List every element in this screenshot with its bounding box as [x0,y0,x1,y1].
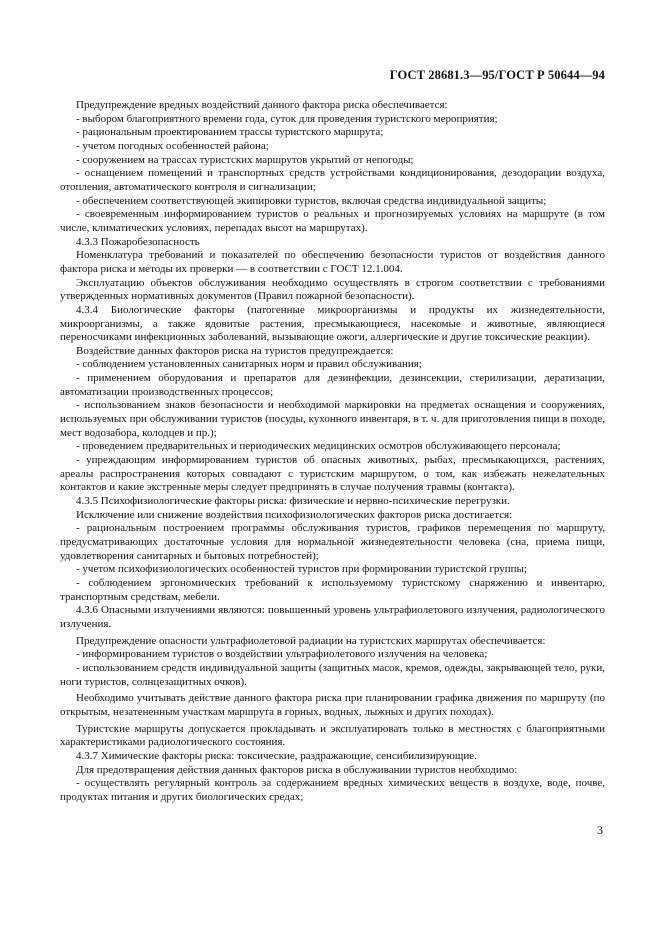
section-heading: 4.3.7 Химические факторы риска: токсические, раздражающие, сенсибилизирующие. [76,749,477,762]
list-item: - осуществлять регулярный контроль за содержанием вредных химических веществ в воздухе, воде, почве, продуктах питания и других биологических средах; [60,777,605,803]
document-header: ГОСТ 28681.3—95/ГОСТ Р 50644—94 [389,68,605,82]
page-number: 3 [597,823,603,837]
section-heading: 4.3.4 Биологические факторы (патогенные микроорганизмы и продукты их жизнедеятельности, микроорганизмы, а также ядовитые растения, пресмыкающиеся, насекомые и животные, являющиеся переносчиками инфекционных заболеваний, вызывающие ожоги, аллергические и другие токсические реакции). [60,303,605,344]
document-body [60,99,605,804]
list-item: - выбором благоприятного времени года, суток для проведения туристского мероприятия; [76,112,498,125]
list-item: - учетом погодных особенностей района; [76,139,269,152]
section-heading: 4.3.6 Опасными излучениями являются: повышенный уровень ультрафиолетового излучения, радиологического излучения. [60,604,605,630]
list-item: - своевременным информированием туристов о реальных и прогнозируемых условиях на маршруте (в том числе, климатических условиях, перепадах высот на маршрутах). [60,208,605,234]
paragraph: Номенклатура требований и показателей по обеспечению безопасности туристов от воздействия данного фактора риска и методы их проверки — в соответствии с ГОСТ 12.1.004. [60,249,605,275]
paragraph: Туристские маршруты допускается прокладывать и эксплуатировать только в местностях с благоприятными характеристиками радиологического состояния. [60,722,605,749]
list-item: - учетом психофизиологических особенностей туристов при формировании туристской группы; [76,563,527,576]
list-item: - применением оборудования и препаратов для дезинфекции, дезинсекции, стерилизации, дератизации, автоматизации производственных процессов; [60,372,605,398]
paragraph: Предупреждение опасности ультрафиолетовой радиации на туристских маршрутах обеспечивается: [76,634,546,647]
paragraph: Для предотвращения действия данных факторов риска в обслуживании туристов необходимо: [76,763,518,776]
list-item: - рациональным проектированием трассы туристского маршрута; [76,126,384,139]
paragraph: Эксплуатацию объектов обслуживания необходимо осуществлять в строгом соответствии с требованиями утвержденных нормативных документов (Правил пожарной безопасности). [60,276,605,303]
section-heading: 4.3.5 Психофизиологические факторы риска: физические и нервно-психические перегрузки. [76,495,510,508]
list-item: - соблюдением установленных санитарных норм и правил обслуживания; [76,358,422,371]
list-item: - использованием знаков безопасности и необходимой маркировки на предметах оснащения и сооружениях, используемых при обслуживании туристов (посуды, кухонного инвентаря, в т. ч. для приготовления пищи в походе, мест водозабора, колодцев и пр.); [60,399,605,439]
list-item: - соблюдением эргономических требований к используемому туристскому снаряжению и инвентарю, транспортным средствам, мебели. [60,576,605,603]
paragraph: Предупреждение вредных воздействий данного фактора риска обеспечивается: [76,99,448,111]
list-item: - сооружением на трассах туристских маршрутов укрытий от непогоды; [76,153,414,166]
list-item: - проведением предварительных и периодических медицинских осмотров обслуживающего персонала; [76,440,561,453]
list-item: - оснащением помещений и транспортных средств устройствами кондиционирования, дезодорации воздуха, отопления, автоматического контроля и сигнализации; [60,167,605,193]
list-item: - информированием туристов о воздействии ультрафиолетового излучения на человека; [76,648,488,661]
paragraph: Необходимо учитывать действие данного фактора риска при планировании графика движения по маршруту (по открытым, незатененным участкам маршрута в горных, водных, лыжных и других походах). [60,692,605,718]
list-item: - рациональным построением программы обслуживания туристов, графиков перемещения по маршруту, предусматривающих достаточные условия для нормальной жизнедеятельности человека (сна, приема пищи, удовлетворения санитарных и бытовых потребностей); [60,522,605,562]
paragraph: Исключение или снижение воздействия психофизиологических факторов риска достигается: [76,508,513,521]
list-item: - обеспечением соответствующей экипировки туристов, включая средства индивидуальной защиты; [76,194,547,207]
list-item: - упреждающим информированием туристов об опасных животных, рыбах, пресмыкающихся, растениях, ареалы распространения которых совпадают с туристским маршрутом, о том, как избежать нежелательных контактов и какие экстренные меры следует предпринять в случае получения травмы (контакта). [60,454,605,494]
paragraph: Воздействие данных факторов риска на туристов предупреждается: [76,344,394,357]
list-item: - использованием средств индивидуальной защиты (защитных масок, кремов, одежды, закрывающей тело, руки, ноги туристов, солнцезащитных очков). [60,661,605,688]
section-heading: 4.3.3 Пожаробезопасность [76,235,200,248]
